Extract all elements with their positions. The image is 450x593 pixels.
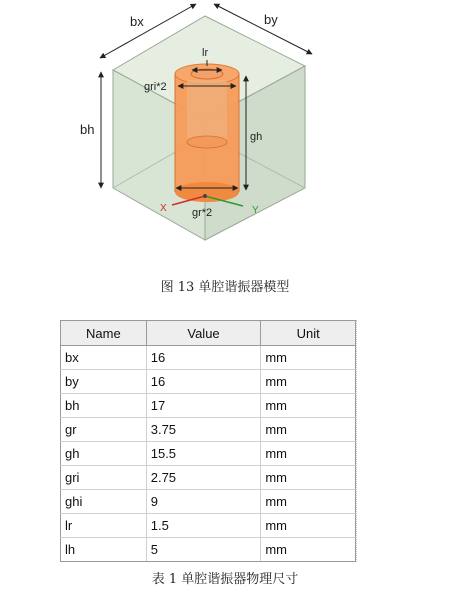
cell-unit: mm <box>261 538 356 562</box>
cell-name: bh <box>61 394 147 418</box>
label-lr: lr <box>202 47 209 59</box>
label-gh: gh <box>250 131 263 143</box>
axis-x-label: X <box>160 203 167 214</box>
column-header-unit: Unit <box>261 321 356 346</box>
cell-name: gri <box>61 466 147 490</box>
cell-unit: mm <box>261 370 356 394</box>
table-row <box>61 490 356 514</box>
cell-value: 17 <box>146 394 261 418</box>
label-bx: bx <box>130 14 144 29</box>
cell-name: bx <box>61 346 147 370</box>
parameter-table-container <box>60 320 360 562</box>
cell-unit: mm <box>261 466 356 490</box>
cell-value: 2.75 <box>146 466 261 490</box>
column-header-name: Name <box>61 321 147 346</box>
label-gr2: gr*2 <box>192 207 213 219</box>
axis-y-label: Y <box>252 205 259 216</box>
table-caption: 表 1 单腔谐振器物理尺寸 <box>151 572 299 587</box>
cell-name: lr <box>61 514 147 538</box>
cell-value: 9 <box>146 490 261 514</box>
cell-value: 15.5 <box>146 442 261 466</box>
figure-caption: 图 13 单腔谐振器模型 <box>160 280 290 295</box>
cell-value: 5 <box>146 538 261 562</box>
cell-unit: mm <box>261 394 356 418</box>
label-bh: bh <box>80 122 95 137</box>
table-row <box>61 466 356 490</box>
cell-unit: mm <box>261 490 356 514</box>
table-row <box>61 514 356 538</box>
cell-name: by <box>61 370 147 394</box>
cell-unit: mm <box>261 346 356 370</box>
resonator-model-figure <box>0 0 450 260</box>
cell-name: gh <box>61 442 147 466</box>
cell-value: 16 <box>146 346 261 370</box>
column-header-value: Value <box>146 321 261 346</box>
table-row <box>61 538 356 562</box>
table-header-row <box>61 321 356 346</box>
cell-name: lh <box>61 538 147 562</box>
cell-value: 16 <box>146 370 261 394</box>
table-row <box>61 346 356 370</box>
table-row <box>61 370 356 394</box>
cell-value: 1.5 <box>146 514 261 538</box>
cell-value: 3.75 <box>146 418 261 442</box>
resonator-cylinder <box>175 64 239 202</box>
label-gri2: gri*2 <box>144 81 167 93</box>
cell-unit: mm <box>261 442 356 466</box>
parameter-table <box>60 320 356 562</box>
table-row <box>61 418 356 442</box>
cell-unit: mm <box>261 418 356 442</box>
table-right-edge <box>356 320 359 562</box>
cell-name: gr <box>61 418 147 442</box>
table-row <box>61 394 356 418</box>
cell-unit: mm <box>261 514 356 538</box>
table-row <box>61 442 356 466</box>
cell-name: ghi <box>61 490 147 514</box>
label-by: by <box>264 12 278 27</box>
